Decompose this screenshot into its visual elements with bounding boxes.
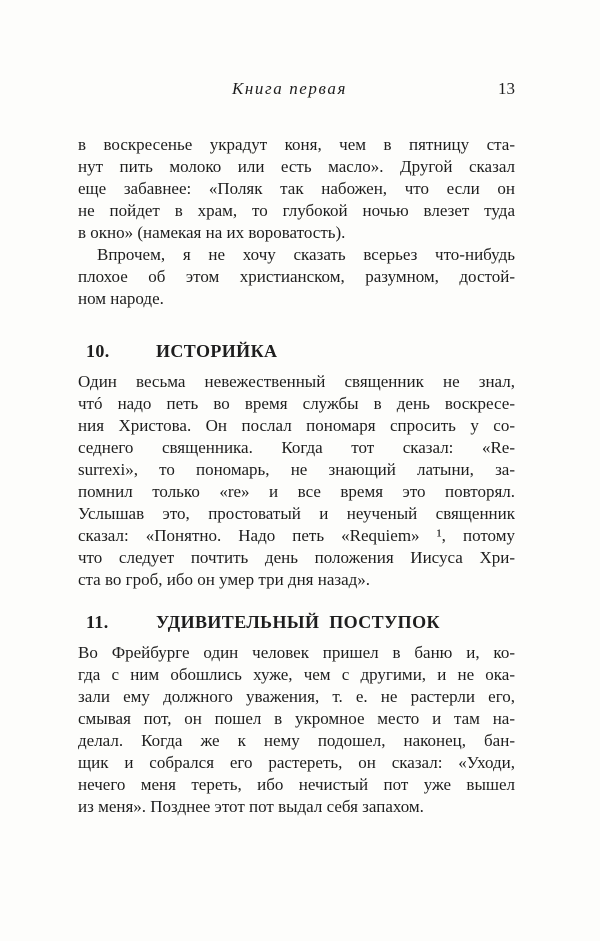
text-line: Впрочем, я не хочу сказать всерьез что-нибудь bbox=[97, 245, 515, 264]
text-line: зали ему должного уважения, т. е. не растерли его, bbox=[78, 687, 515, 706]
text-line: не пойдет в храм, то глубокой ночью влезет туда bbox=[78, 201, 515, 220]
section-heading-10 bbox=[78, 340, 515, 362]
text-column bbox=[78, 78, 515, 818]
text-line: щик и собрался его растереть, он сказал: «Уходи, bbox=[78, 753, 515, 772]
text-line: ном народе. bbox=[78, 289, 164, 308]
page-number: 13 bbox=[498, 79, 515, 98]
section-heading-11 bbox=[78, 611, 515, 633]
text-line: еще забавнее: «Поляк так набожен, что если он bbox=[78, 179, 515, 198]
section-title: УДИВИТЕЛЬНЫЙ ПОСТУПОК bbox=[156, 612, 440, 632]
paragraph bbox=[78, 134, 515, 244]
text-line: surrexi», то пономарь, не знающий латыни, за- bbox=[78, 460, 515, 479]
text-line: в воскресенье украдут коня, чем в пятницу ста- bbox=[78, 135, 515, 154]
body-text bbox=[78, 134, 515, 818]
section-number: 11. bbox=[86, 612, 109, 632]
text-line: чтó надо петь во время службы в день воскресе- bbox=[78, 394, 515, 413]
text-line: сказал: «Понятно. Надо петь «Requiem» ¹, потому bbox=[78, 526, 515, 545]
page-header bbox=[78, 78, 515, 100]
text-line: что следует почтить день положения Иисуса Хри- bbox=[78, 548, 515, 567]
text-line: плохое об этом христианском, разумном, достой- bbox=[78, 267, 515, 286]
text-line: делал. Когда же к нему подошел, наконец, бан- bbox=[78, 731, 515, 750]
text-line: Услышав это, простоватый и неученый священник bbox=[78, 504, 515, 523]
text-line: ста во гроб, ибо он умер три дня назад». bbox=[78, 570, 371, 589]
text-line: гда с ним обошлись хуже, чем с другими, и не ока- bbox=[78, 665, 515, 684]
text-line: смывая пот, он пошел в укромное место и там на- bbox=[78, 709, 515, 728]
text-line: помнил только «re» и все время это повторял. bbox=[78, 482, 515, 501]
text-line: Один весьма невежественный священник не знал, bbox=[78, 372, 515, 391]
text-line: нечего меня тереть, ибо нечистый пот уже вышел bbox=[78, 775, 515, 794]
text-line: ния Христова. Он послал пономаря спросить у со- bbox=[78, 416, 515, 435]
section-title: ИСТОРИЙКА bbox=[156, 341, 278, 361]
paragraph bbox=[78, 244, 515, 310]
paragraph bbox=[78, 642, 515, 818]
section-number: 10. bbox=[86, 341, 110, 361]
paragraph bbox=[78, 371, 515, 591]
text-line: Во Фрейбурге один человек пришел в баню и, ко- bbox=[78, 643, 515, 662]
text-line: нут пить молоко или есть масло». Другой сказал bbox=[78, 157, 515, 176]
text-line: в окно» (намекая на их вороватость). bbox=[78, 223, 346, 242]
text-line: из меня». Позднее этот пот выдал себя запахом. bbox=[78, 797, 424, 816]
running-title: Книга первая bbox=[231, 79, 348, 98]
text-line: седнего священника. Когда тот сказал: «Re- bbox=[78, 438, 515, 457]
